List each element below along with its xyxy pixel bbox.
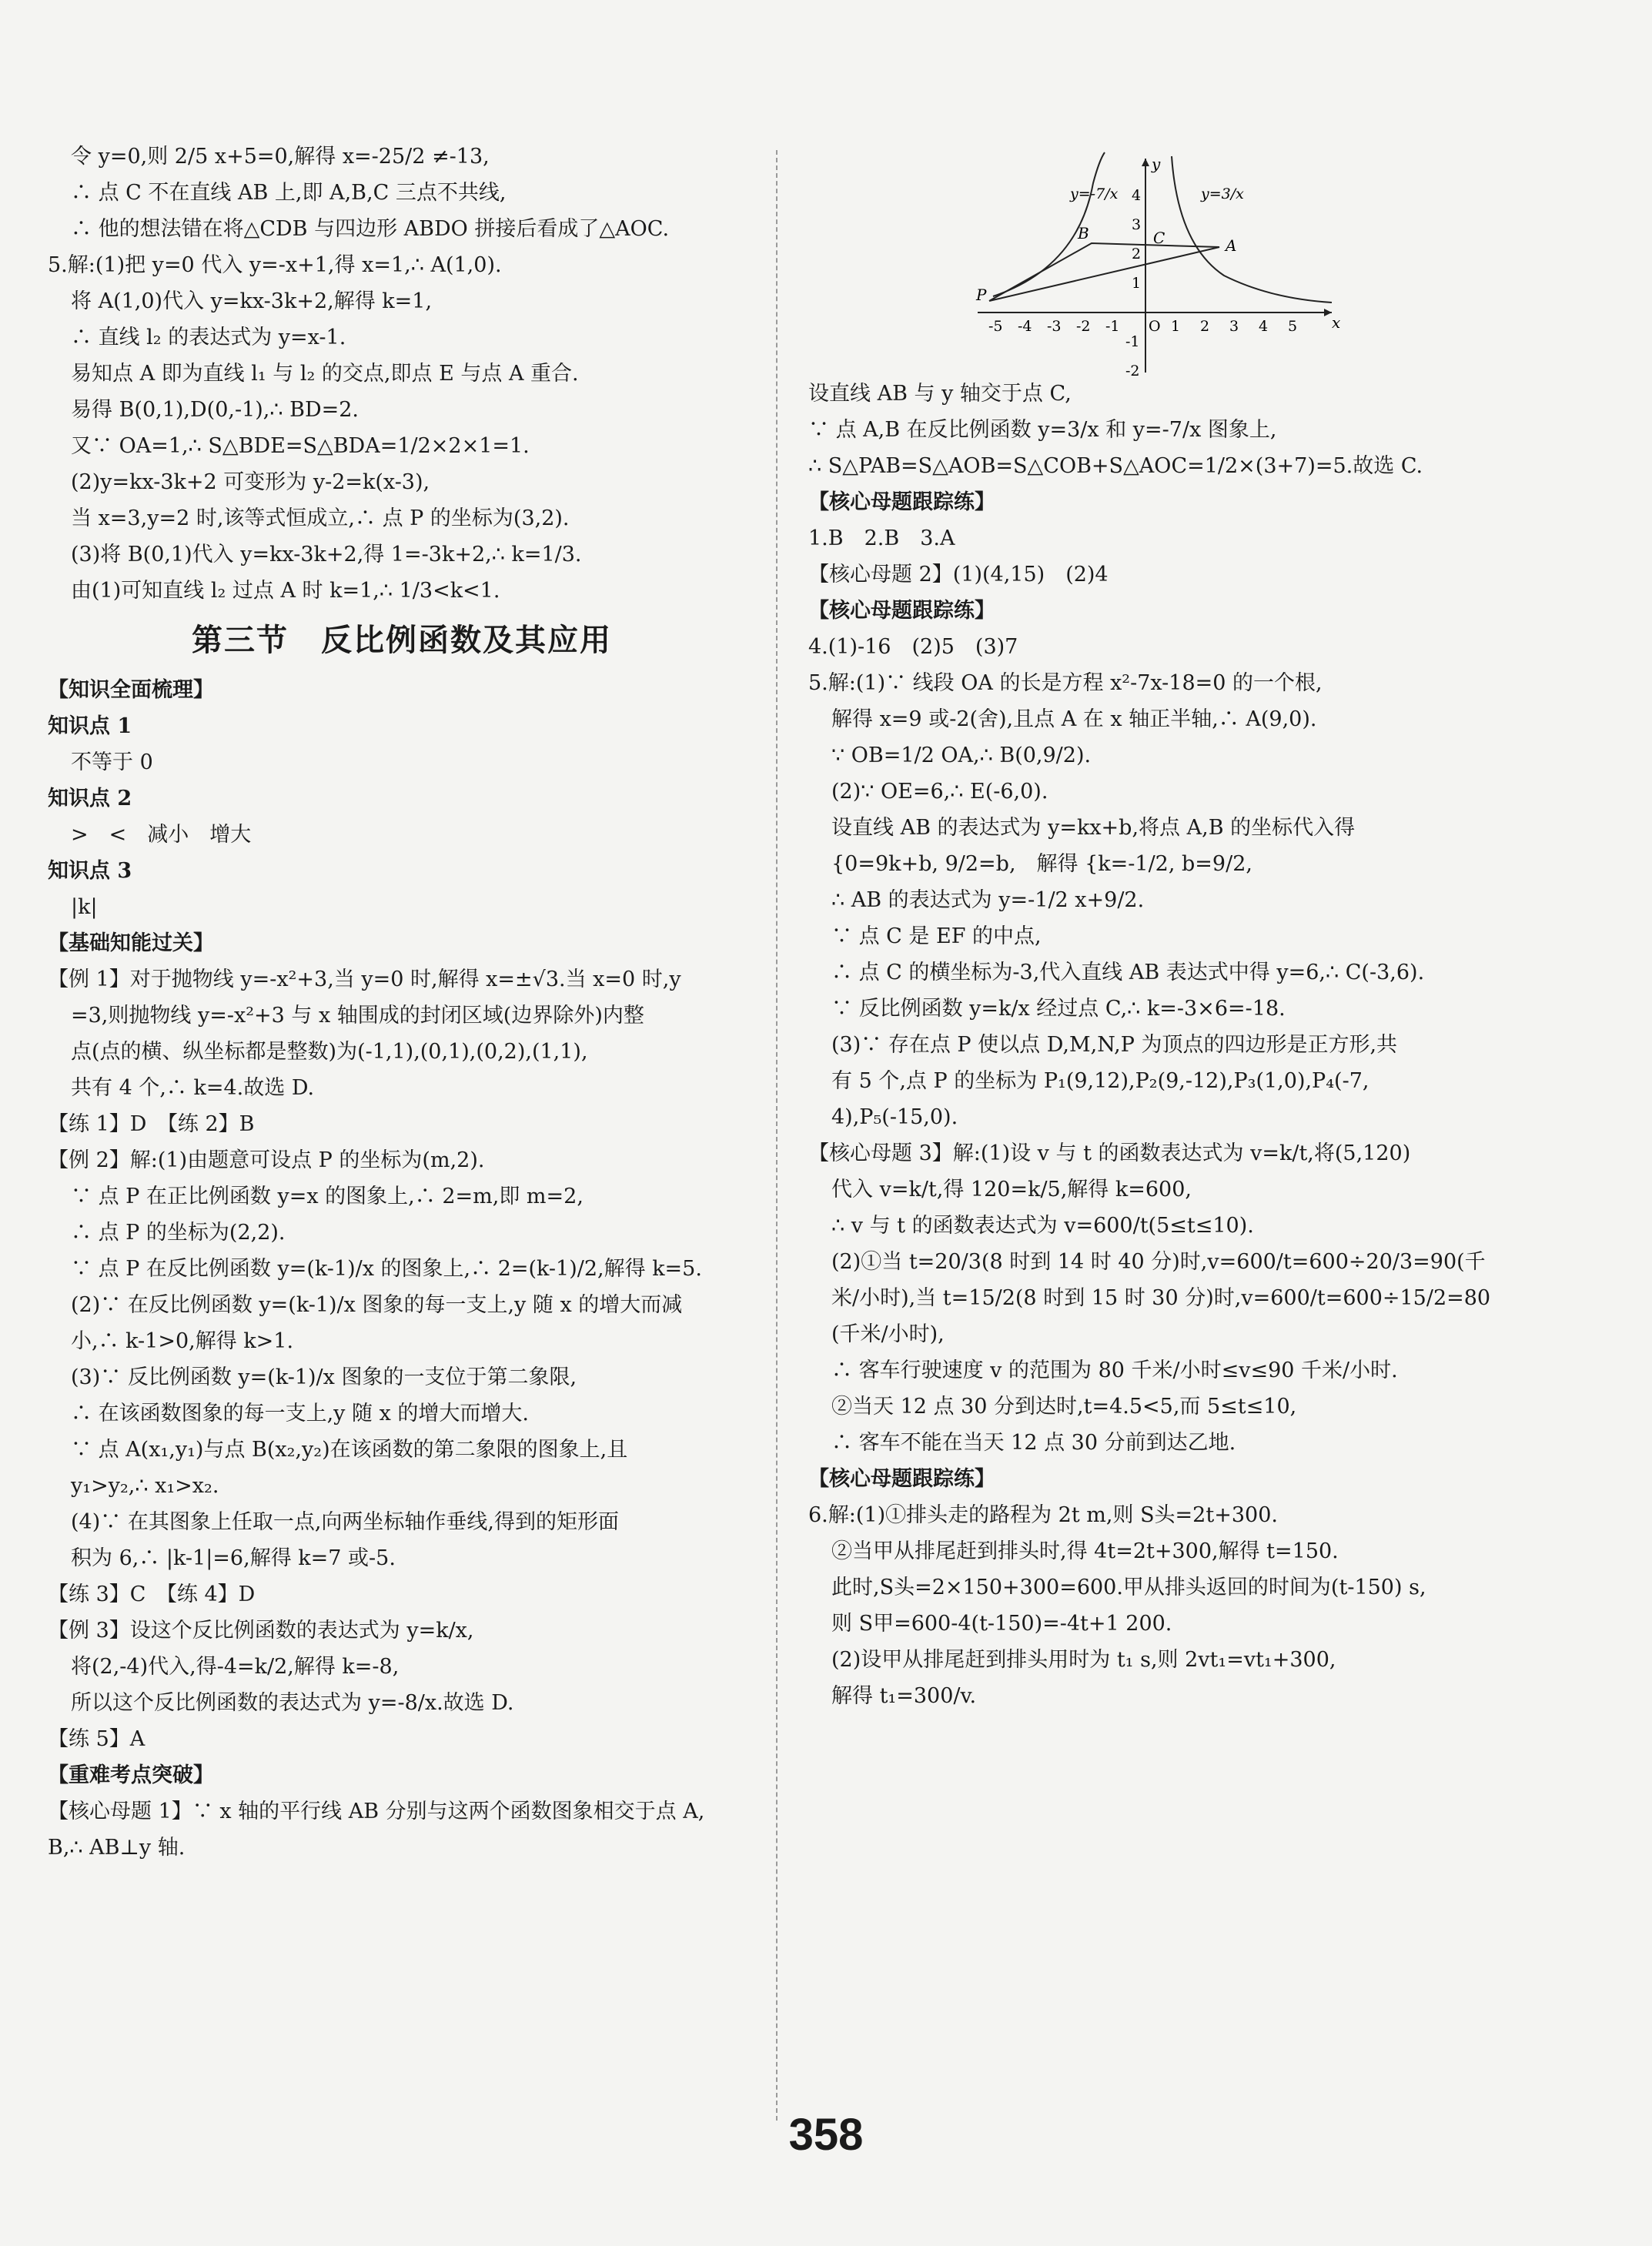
y-axis-arrow (1142, 159, 1149, 166)
text-line: 将 A(1,0)代入 y=kx-3k+2,解得 k=1, (71, 289, 433, 313)
text-line: (2)∵ OE=6,∴ E(-6,0). (831, 780, 1048, 804)
column-divider (776, 150, 778, 2121)
y-tick-label: -2 (1125, 363, 1140, 379)
text-line: 知识点 3 (48, 859, 132, 883)
text-line: (千米/小时), (831, 1322, 945, 1346)
text-line: 【基础知能过关】 (48, 931, 214, 955)
text-line: ∵ 点 C 是 EF 的中点, (831, 924, 1042, 948)
point-p-label: P (976, 286, 987, 304)
text-line: 知识点 2 (48, 787, 132, 810)
text-line: 5.解:(1)把 y=0 代入 y=-x+1,得 x=1,∴ A(1,0). (48, 253, 502, 277)
text-line: {0=9k+b, 9/2=b, 解得 {k=-1/2, b=9/2, (831, 852, 1252, 876)
text-line: 【练 3】C 【练 4】D (48, 1583, 256, 1606)
text-line: |k| (71, 895, 98, 919)
left-text-block (48, 139, 756, 609)
text-line: 此时,S头=2×150+300=600.甲从排头返回的时间为(t-150) s, (831, 1576, 1426, 1599)
text-line: ∴ 客车不能在当天 12 点 30 分前到达乙地. (831, 1431, 1236, 1455)
x-tick-label: O (1149, 318, 1161, 335)
text-line: 点(点的横、纵坐标都是整数)为(-1,1),(0,1),(0,2),(1,1), (71, 1040, 588, 1064)
function-graph (947, 145, 1378, 383)
x-tick-label: -5 (988, 318, 1003, 335)
x-tick-label: -1 (1105, 318, 1120, 335)
curve-right (1172, 156, 1332, 302)
point-b-label: B (1078, 224, 1089, 242)
text-line: 6.解:(1)①排头走的路程为 2t m,则 S头=2t+300. (808, 1503, 1278, 1527)
text-line: ∴ 点 P 的坐标为(2,2). (71, 1221, 286, 1245)
x-tick-label: 3 (1229, 318, 1239, 335)
text-line: ∴ 点 C 的横坐标为-3,代入直线 AB 表达式中得 y=6,∴ C(-3,6). (831, 961, 1425, 984)
text-line: (2)y=kx-3k+2 可变形为 y-2=k(x-3), (71, 470, 430, 494)
y-tick-label: 2 (1132, 246, 1142, 262)
y-tick-label: 3 (1132, 216, 1142, 233)
y-tick-label: -1 (1125, 333, 1140, 350)
x-tick-label: -3 (1047, 318, 1062, 335)
y-tick-labels (1125, 187, 1141, 379)
text-line: ∴ 点 C 不在直线 AB 上,即 A,B,C 三点不共线, (71, 181, 507, 205)
text-line: ∴ 他的想法错在将△CDB 与四边形 ABDO 拼接后看成了△AOC. (71, 217, 670, 241)
y-tick-label: 1 (1132, 275, 1142, 292)
text-line: 【核心母题 1】∵ x 轴的平行线 AB 分别与这两个函数图象相交于点 A, (48, 1800, 705, 1823)
text-line: 1.B 2.B 3.A (808, 526, 955, 550)
text-line: (2)∵ 在反比例函数 y=(k-1)/x 图象的每一支上,y 随 x 的增大而减 (71, 1293, 683, 1317)
point-a-label: A (1226, 236, 1237, 255)
text-line: ∵ 反比例函数 y=k/x 经过点 C,∴ k=-3×6=-18. (831, 997, 1286, 1021)
point-c-label: C (1153, 229, 1165, 247)
text-line: y₁>y₂,∴ x₁>x₂. (71, 1474, 219, 1498)
left-column (48, 139, 756, 1866)
text-line: 知识点 1 (48, 714, 132, 738)
text-line: 小,∴ k-1>0,解得 k>1. (71, 1329, 294, 1353)
text-line: ∵ OB=1/2 OA,∴ B(0,9/2). (831, 744, 1092, 767)
text-line: ∵ 点 P 在反比例函数 y=(k-1)/x 的图象上,∴ 2=(k-1)/2,解得 k=5. (71, 1257, 702, 1281)
x-tick-label: -2 (1076, 318, 1091, 335)
text-line: 【核心母题跟踪练】 (808, 490, 995, 514)
text-line: (3)∵ 反比例函数 y=(k-1)/x 图象的一支位于第二象限, (71, 1365, 577, 1389)
text-line: 【核心母题 2】(1)(4,15) (2)4 (808, 563, 1109, 587)
text-line: 有 5 个,点 P 的坐标为 P₁(9,12),P₂(9,-12),P₃(1,0),P₄(-7, (831, 1069, 1369, 1093)
right-text-block (808, 376, 1593, 1714)
text-line: 又∵ OA=1,∴ S△BDE=S△BDA=1/2×2×1=1. (71, 434, 530, 458)
y-tick-label: 4 (1132, 187, 1142, 204)
text-line: ∵ 点 P 在正比例函数 y=x 的图象上,∴ 2=m,即 m=2, (71, 1185, 584, 1208)
text-line: ∵ 点 A(x₁,y₁)与点 B(x₂,y₂)在该函数的第二象限的图象上,且 (71, 1438, 628, 1462)
text-line: ∴ v 与 t 的函数表达式为 v=600/t(5≤t≤10). (831, 1214, 1254, 1238)
x-tick-label: 4 (1259, 318, 1269, 335)
text-line: (2)设甲从排尾赶到排头用时为 t₁ s,则 2vt₁=vt₁+300, (831, 1648, 1336, 1672)
y-axis-label: y (1152, 155, 1161, 173)
text-line: ∴ 客车行驶速度 v 的范围为 80 千米/小时≤v≤90 千米/小时. (831, 1359, 1398, 1382)
text-line: 米/小时),当 t=15/2(8 时到 15 时 30 分)时,v=600/t=600÷15/2=80 (831, 1286, 1491, 1310)
x-axis-arrow (1324, 309, 1332, 316)
text-line: 由(1)可知直线 l₂ 过点 A 时 k=1,∴ 1/3<k<1. (71, 579, 500, 603)
text-line: ∴ 直线 l₂ 的表达式为 y=x-1. (71, 326, 346, 349)
text-line: 不等于 0 (71, 750, 153, 774)
x-tick-labels (988, 318, 1297, 335)
text-line: 将(2,-4)代入,得-4=k/2,解得 k=-8, (71, 1655, 400, 1679)
curve-left-label: y=-7/x (1070, 185, 1119, 202)
text-line: 令 y=0,则 2/5 x+5=0,解得 x=-25/2 ≠-13, (71, 145, 490, 169)
text-line: 所以这个反比例函数的表达式为 y=-8/x.故选 D. (71, 1691, 514, 1715)
text-line: ∴ S△PAB=S△AOB=S△COB+S△AOC=1/2×(3+7)=5.故选 C. (808, 454, 1423, 478)
x-tick-label: -4 (1018, 318, 1032, 335)
text-line: ②当天 12 点 30 分到达时,t=4.5<5,而 5≤t≤10, (831, 1395, 1297, 1419)
text-line: (4)∵ 在其图象上任取一点,向两坐标轴作垂线,得到的矩形面 (71, 1510, 619, 1534)
text-line: 设直线 AB 的表达式为 y=kx+b,将点 A,B 的坐标代入得 (831, 816, 1356, 840)
text-line: 【核心母题跟踪练】 (808, 1467, 995, 1491)
text-line: 共有 4 个,∴ k=4.故选 D. (71, 1076, 315, 1100)
x-tick-label: 1 (1171, 318, 1181, 335)
text-line: 【例 1】对于抛物线 y=-x²+3,当 y=0 时,解得 x=±√3.当 x=0 时,y (48, 968, 681, 991)
text-line: ∵ 点 A,B 在反比例函数 y=3/x 和 y=-7/x 图象上, (808, 418, 1277, 442)
text-line: 【重难考点突破】 (48, 1763, 214, 1787)
page-number: 358 (788, 2110, 864, 2160)
text-line: 积为 6,∴ |k-1|=6,解得 k=7 或-5. (71, 1546, 396, 1570)
triangle-pab (989, 243, 1219, 301)
text-line: 【例 2】解:(1)由题意可设点 P 的坐标为(m,2). (48, 1148, 485, 1172)
x-tick-label: 2 (1200, 318, 1210, 335)
text-line: (3)∵ 存在点 P 使以点 D,M,N,P 为顶点的四边形是正方形,共 (831, 1033, 1398, 1057)
x-tick-label: 5 (1288, 318, 1298, 335)
text-line: (2)①当 t=20/3(8 时到 14 时 40 分)时,v=600/t=600÷20/3=90(千 (831, 1250, 1486, 1274)
text-line: 4),P₅(-15,0). (831, 1105, 958, 1129)
text-line: 当 x=3,y=2 时,该等式恒成立,∴ 点 P 的坐标为(3,2). (71, 506, 570, 530)
text-line: 【练 5】A (48, 1727, 145, 1751)
text-line: ②当甲从排尾赶到排头时,得 4t=2t+300,解得 t=150. (831, 1539, 1339, 1563)
text-line: 解得 x=9 或-2(舍),且点 A 在 x 轴正半轴,∴ A(9,0). (831, 707, 1317, 731)
text-line: (3)将 B(0,1)代入 y=kx-3k+2,得 1=-3k+2,∴ k=1/3. (71, 543, 582, 567)
text-line: 【核心母题跟踪练】 (808, 599, 995, 623)
text-line: 代入 v=k/t,得 120=k/5,解得 k=600, (831, 1178, 1192, 1202)
text-line: ∴ AB 的表达式为 y=-1/2 x+9/2. (831, 888, 1145, 912)
text-line: 5.解:(1)∵ 线段 OA 的长是方程 x²-7x-18=0 的一个根, (808, 671, 1323, 695)
x-axis-label: x (1332, 313, 1341, 332)
text-line: 【例 3】设这个反比例函数的表达式为 y=k/x, (48, 1619, 474, 1643)
text-line: 4.(1)-16 (2)5 (3)7 (808, 635, 1018, 659)
left-text-block-2 (48, 672, 756, 1866)
text-line: 易得 B(0,1),D(0,-1),∴ BD=2. (71, 398, 359, 422)
text-line: ∴ 在该函数图象的每一支上,y 随 x 的增大而增大. (71, 1402, 529, 1425)
text-line: 解得 t₁=300/v. (831, 1684, 977, 1708)
text-line: 【练 1】D 【练 2】B (48, 1112, 255, 1136)
section-title: 第三节 反比例函数及其应用 (192, 622, 612, 658)
text-line: 【核心母题 3】解:(1)设 v 与 t 的函数表达式为 v=k/t,将(5,120) (808, 1141, 1411, 1165)
text-line: =3,则抛物线 y=-x²+3 与 x 轴围成的封闭区域(边界除外)内整 (71, 1004, 644, 1028)
curve-right-label: y=3/x (1201, 185, 1244, 202)
text-line: B,∴ AB⊥y 轴. (48, 1836, 186, 1860)
text-line: 易知点 A 即为直线 l₁ 与 l₂ 的交点,即点 E 与点 A 重合. (71, 362, 579, 386)
text-line: > < 减小 增大 (71, 823, 252, 847)
text-line: 则 S甲=600-4(t-150)=-4t+1 200. (831, 1612, 1172, 1636)
text-line: 【知识全面梳理】 (48, 678, 214, 702)
text-line: 设直线 AB 与 y 轴交于点 C, (808, 382, 1072, 406)
right-column (808, 376, 1593, 1714)
